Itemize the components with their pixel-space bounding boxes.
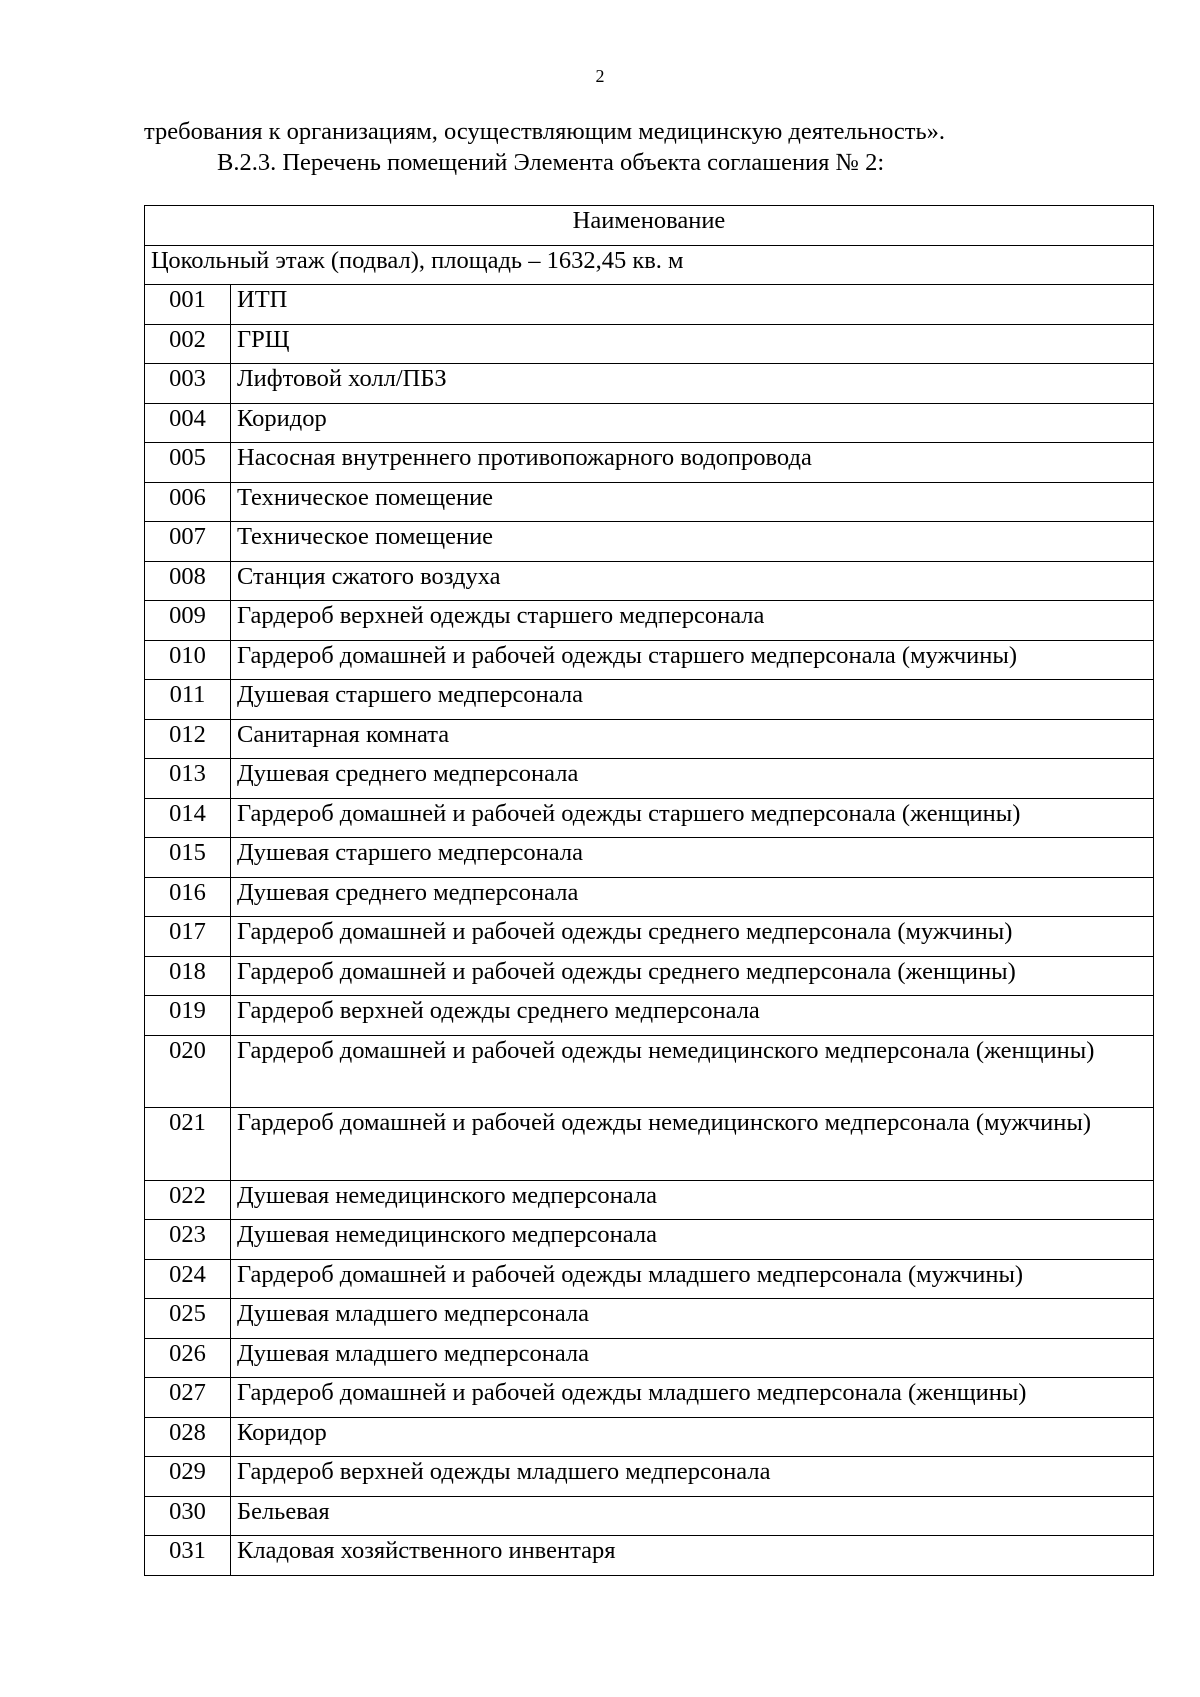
room-number: 026 bbox=[145, 1338, 231, 1378]
rooms-table bbox=[144, 205, 1154, 1576]
table-row bbox=[145, 1035, 1154, 1108]
room-name: Душевая немедицинского медперсонала bbox=[231, 1220, 1154, 1260]
room-name: Душевая младшего медперсонала bbox=[231, 1338, 1154, 1378]
table-row bbox=[145, 798, 1154, 838]
room-number: 011 bbox=[145, 680, 231, 720]
room-number: 010 bbox=[145, 640, 231, 680]
table-row bbox=[145, 1457, 1154, 1497]
room-number: 005 bbox=[145, 443, 231, 483]
room-number: 012 bbox=[145, 719, 231, 759]
table-row bbox=[145, 838, 1154, 878]
floor-row bbox=[145, 245, 1154, 285]
table-row bbox=[145, 443, 1154, 483]
table-row bbox=[145, 1536, 1154, 1576]
room-number: 013 bbox=[145, 759, 231, 799]
table-row bbox=[145, 680, 1154, 720]
table-row bbox=[145, 601, 1154, 641]
table-row bbox=[145, 482, 1154, 522]
room-number: 016 bbox=[145, 877, 231, 917]
room-name: Техническое помещение bbox=[231, 522, 1154, 562]
room-name: Гардероб домашней и рабочей одежды среднего медперсонала (мужчины) bbox=[231, 917, 1154, 957]
room-name: Санитарная комната bbox=[231, 719, 1154, 759]
room-number: 009 bbox=[145, 601, 231, 641]
room-name: Душевая старшего медперсонала bbox=[231, 680, 1154, 720]
room-name: Коридор bbox=[231, 1417, 1154, 1457]
room-name: Гардероб верхней одежды младшего медперсонала bbox=[231, 1457, 1154, 1497]
intro-line-1: требования к организациям, осуществляющим медицинскую деятельность». bbox=[144, 118, 946, 145]
table-row bbox=[145, 285, 1154, 325]
table-row bbox=[145, 996, 1154, 1036]
room-number: 018 bbox=[145, 956, 231, 996]
room-name: Насосная внутреннего противопожарного водопровода bbox=[231, 443, 1154, 483]
table-row bbox=[145, 1378, 1154, 1418]
room-name: Гардероб домашней и рабочей одежды немедицинского медперсонала (мужчины) bbox=[231, 1108, 1154, 1181]
room-number: 021 bbox=[145, 1108, 231, 1181]
table-row bbox=[145, 640, 1154, 680]
table-row bbox=[145, 1180, 1154, 1220]
room-number: 017 bbox=[145, 917, 231, 957]
table-header: Наименование bbox=[145, 206, 1154, 246]
room-number: 028 bbox=[145, 1417, 231, 1457]
room-number: 006 bbox=[145, 482, 231, 522]
intro-text bbox=[144, 116, 1064, 178]
room-number: 019 bbox=[145, 996, 231, 1036]
table-row bbox=[145, 1338, 1154, 1378]
page-number: 2 bbox=[595, 66, 605, 86]
room-name: Гардероб домашней и рабочей одежды немедицинского медперсонала (женщины) bbox=[231, 1035, 1154, 1108]
room-name: Душевая среднего медперсонала bbox=[231, 877, 1154, 917]
table-row bbox=[145, 1220, 1154, 1260]
room-number: 023 bbox=[145, 1220, 231, 1260]
room-name: Душевая среднего медперсонала bbox=[231, 759, 1154, 799]
table-row bbox=[145, 561, 1154, 601]
table-row bbox=[145, 1299, 1154, 1339]
table-row bbox=[145, 1259, 1154, 1299]
table-row bbox=[145, 877, 1154, 917]
room-number: 004 bbox=[145, 403, 231, 443]
room-name: Гардероб домашней и рабочей одежды младшего медперсонала (мужчины) bbox=[231, 1259, 1154, 1299]
table-row bbox=[145, 917, 1154, 957]
room-name: Гардероб верхней одежды среднего медперсонала bbox=[231, 996, 1154, 1036]
table-row bbox=[145, 522, 1154, 562]
room-number: 030 bbox=[145, 1496, 231, 1536]
table-row bbox=[145, 719, 1154, 759]
room-number: 020 bbox=[145, 1035, 231, 1108]
room-name: Гардероб домашней и рабочей одежды старшего медперсонала (мужчины) bbox=[231, 640, 1154, 680]
room-name: Техническое помещение bbox=[231, 482, 1154, 522]
room-number: 022 bbox=[145, 1180, 231, 1220]
room-name: Гардероб домашней и рабочей одежды среднего медперсонала (женщины) bbox=[231, 956, 1154, 996]
room-name: ГРЩ bbox=[231, 324, 1154, 364]
room-number: 002 bbox=[145, 324, 231, 364]
room-name: Станция сжатого воздуха bbox=[231, 561, 1154, 601]
room-number: 015 bbox=[145, 838, 231, 878]
table-row bbox=[145, 956, 1154, 996]
room-number: 027 bbox=[145, 1378, 231, 1418]
room-number: 025 bbox=[145, 1299, 231, 1339]
room-number: 003 bbox=[145, 364, 231, 404]
room-name: Гардероб домашней и рабочей одежды младшего медперсонала (женщины) bbox=[231, 1378, 1154, 1418]
room-number: 024 bbox=[145, 1259, 231, 1299]
table-row bbox=[145, 364, 1154, 404]
room-name: Кладовая хозяйственного инвентаря bbox=[231, 1536, 1154, 1576]
room-number: 029 bbox=[145, 1457, 231, 1497]
intro-line-2: В.2.3. Перечень помещений Элемента объекта соглашения № 2: bbox=[217, 149, 885, 176]
room-name: Лифтовой холл/ПБЗ bbox=[231, 364, 1154, 404]
room-name: Душевая старшего медперсонала bbox=[231, 838, 1154, 878]
room-name: Гардероб домашней и рабочей одежды старшего медперсонала (женщины) bbox=[231, 798, 1154, 838]
room-number: 031 bbox=[145, 1536, 231, 1576]
table-row bbox=[145, 759, 1154, 799]
table-header-row bbox=[145, 206, 1154, 246]
table-row bbox=[145, 1108, 1154, 1181]
room-name: Душевая младшего медперсонала bbox=[231, 1299, 1154, 1339]
room-number: 008 bbox=[145, 561, 231, 601]
room-name: Душевая немедицинского медперсонала bbox=[231, 1180, 1154, 1220]
table-row bbox=[145, 1496, 1154, 1536]
table-row bbox=[145, 403, 1154, 443]
table-row bbox=[145, 324, 1154, 364]
room-number: 001 bbox=[145, 285, 231, 325]
floor-cell: Цокольный этаж (подвал), площадь – 1632,45 кв. м bbox=[145, 245, 1154, 285]
room-number: 007 bbox=[145, 522, 231, 562]
room-name: Гардероб верхней одежды старшего медперсонала bbox=[231, 601, 1154, 641]
room-name: Бельевая bbox=[231, 1496, 1154, 1536]
room-name: Коридор bbox=[231, 403, 1154, 443]
table-row bbox=[145, 1417, 1154, 1457]
room-name: ИТП bbox=[231, 285, 1154, 325]
room-number: 014 bbox=[145, 798, 231, 838]
